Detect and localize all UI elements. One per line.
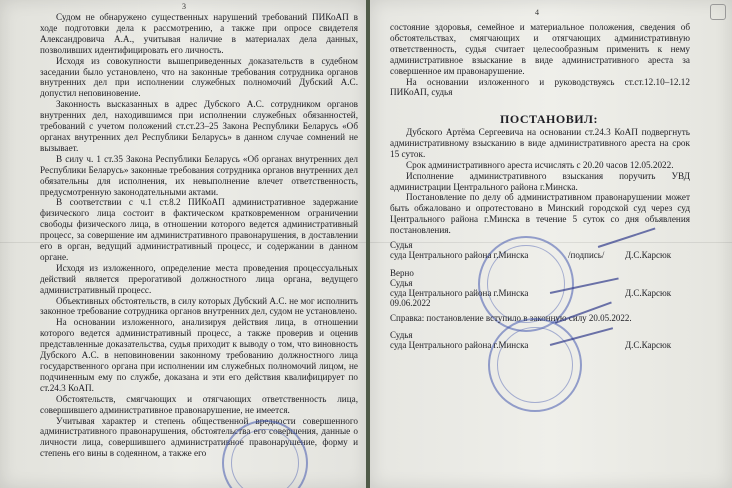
signature-mark: /подпись/: [568, 250, 605, 260]
legal-force-reference: Справка: постановление вступило в законную силу 20.05.2022.: [390, 313, 632, 323]
paragraph: Постановление по делу об административном правонарушении может быть обжаловано и опротестовано в Минский городской суд через суд Центрального района г.Минска в течение 5 суток со дня объявления постановления.: [390, 192, 690, 236]
paragraph: В соответствии с ч.1 ст.8.2 ПИКоАП административное задержание физического лица состоит в фактическом кратковременном ограничении свободы физического лица, в отношении которого ведется административный процесс, за совершение им административного правонарушения, в доставлении его в орган, ведущий административный процесс, и содержании в данном органе.: [40, 197, 358, 262]
paragraph: Обстоятельств, смягчающих и отягчающих ответственность лица, совершившего административное правонарушение, не имеется.: [40, 393, 358, 415]
decision-body: [390, 127, 690, 236]
court-name: суда Центрального района г.Минска: [390, 288, 529, 298]
paragraph: состояние здоровья, семейное и материальное положения, сведения об обстоятельствах, смягчающих и отягчающих административную ответственность, судья считает целесообразным применить к нему административное взыскание в виде административного ареста за совершенное им правонарушение.: [390, 22, 690, 76]
paragraph: В силу ч. 1 ст.35 Закона Республики Беларусь «Об органах внутренних дел Республики Беларусь» законные требования сотрудника органов внутренних дел обязательны для исполнения, их невыполнение влечет ответственность, предусмотренную законодательными актами.: [40, 153, 358, 197]
paragraph: Объективных обстоятельств, в силу которых Дубский А.С. не мог исполнить законное требование сотрудника органов внутренних дел, судом не установлено.: [40, 295, 358, 317]
paragraph: На основании изложенного и руководствуясь ст.ст.12.10–12.12 ПИКоАП, судья: [390, 76, 690, 98]
right-page-body: [390, 22, 690, 98]
judge-name: Д.С.Карсюк: [625, 288, 672, 298]
left-page-body: [40, 12, 358, 459]
paragraph: На основании изложенного, анализируя действия лица, в отношении которого ведется административный процесс, а также проверив и оценив представленные доказательства, судья приходит к выводу о том, что виновность Дубского А.С. в неповиновении законному требованию должностного лица государственного органа при исполнении им служебных полномочий лицом, не подчиненным ему по службе, доказана и эти его действия квалифицирует по ст.24.3 КоАП.: [40, 317, 358, 393]
judge-name: Д.С.Карсюк: [625, 250, 672, 260]
paragraph: Дубского Артёма Сергеевича на основании ст.24.3 КоАП подвергнуть административному взысканию в виде административного ареста на срок 15 суток.: [390, 127, 690, 159]
paragraph: Исполнение административного взыскания поручить УВД администрации Центрального района г.Минска.: [390, 170, 690, 192]
decision-title: ПОСТАНОВИЛ:: [500, 112, 598, 126]
court-seal-stamp: [488, 318, 582, 412]
paragraph: Срок административного ареста исчислять с 20.20 часов 12.05.2022.: [406, 159, 674, 170]
judge-label: Судья: [390, 278, 413, 288]
paragraph: Законность высказанных в адрес Дубского А.С. сотрудником органов внутренних дел, находившимся при исполнении служебных обязанностей, требований с учетом положений ст.ст.23–25 Закона Республики Беларусь «Об органах внутренних дел Республики Беларусь» в данном случае сомнений не вызывает.: [40, 99, 358, 153]
page-number: 4: [535, 8, 539, 17]
judge-label: Судья: [390, 330, 413, 340]
right-document-page: [370, 0, 732, 488]
certification-date: 09.06.2022: [390, 298, 431, 308]
paragraph: Судом не обнаружено существенных нарушений требований ПИКоАП в ходе подготовки дела к рассмотрению, а также при опросе свидетеля Александровича А.А., учитывая наличие в материалах дела данных, позволивших идентифицировать его личность.: [40, 12, 358, 55]
page-corner-mark: [710, 4, 726, 20]
court-name: суда Центрального района г.Минска: [390, 340, 529, 350]
paragraph: Исходя из изложенного, определение места проведения процессуальных действий является прерогативой должностного лица органа, ведущего административный процесс.: [40, 262, 358, 295]
court-name: суда Центрального района г.Минска: [390, 250, 529, 260]
paragraph: Учитывая характер и степень общественной вредности совершенного административного правонарушения, обстоятельства его совершения, данные о личности лица, совершившего административное правонарушение, форму и степень его вины в содеянном, а также его: [40, 415, 358, 459]
page-number: 3: [182, 2, 186, 11]
certified-label: Верно: [390, 268, 414, 278]
judge-name: Д.С.Карсюк: [625, 340, 672, 350]
paragraph: Исходя из совокупности вышеприведенных доказательств в судебном заседании было установлено, что на законные требования сотрудника органов внутренних дел при исполнении служебных полномочий Дубский А.С. допустил неповиновение.: [40, 55, 358, 99]
judge-label: Судья: [390, 240, 413, 250]
